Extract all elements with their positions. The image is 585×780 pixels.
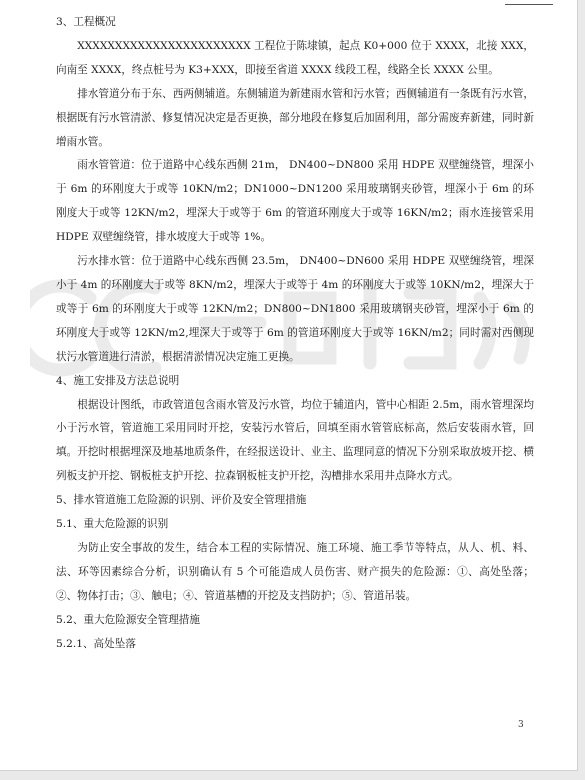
section-heading-4: 4、施工安排及方法总说明	[56, 374, 180, 387]
paragraph-drainage-layout: 排水管道分布于东、西两侧辅道。东侧辅道为新建雨水管和污水管；西侧辅道有一条既有污水管，根据既有污水管清淤、修复情况决定是否更换，部分地段在修复后加固利用，部分需废弃新建，同时新增雨水管。	[56, 87, 534, 148]
paragraph-sewage-pipe: 污水排水管：位于道路中心线东西侧 23.5m， DN400~DN600 采用 HDPE 双壁缠绕管，埋深小于 4m 的环刚度大于或等 8KN/m2，埋深大于或等于 4m 的环刚度大于或等 10KN/m2，埋深大于或等于 6m 的环刚度大于或等 12KN/m2；DN800~DN1800 采用玻璃钢夹砂管，埋深小于 6m 的环刚度大于或等 12KN/m2,埋深大于或等于 6m 的管道环刚度大于或等 16KN/m2；同时需对西侧现状污水管道进行清淤，根据清淤情况决定施工更换。	[56, 255, 534, 363]
paragraph-construction-method: 根据设计图纸，市政管道包含雨水管及污水管，均位于辅道内，管中心相距 2.5m，雨水管埋深均小于污水管，管道施工采用同时开挖，安装污水管后，回填至雨水管管底标高，然后安装雨水管，回填。开挖时根据埋深及地基地质条件，在经报送设计、业主、监理同意的情况下分别采取放坡开挖、横列板支护开挖、钢板桩支护开挖、拉森钢板桩支护开挖，沟槽排水采用井点降水方式。	[56, 398, 534, 483]
paragraph-project-location: XXXXXXXXXXXXXXXXXXXXXXX 工程位于陈埭镇，起点 K0+000 位于 XXXX，北接 XXX，向南至 XXXX，终点桩号为 K3+XXX，即接至省道 XXXX 线段工程，线路全长 XXXX 公里。	[56, 39, 534, 76]
paragraph-hazard-identification: 为防止安全事故的发生，结合本工程的实际情况、施工环境、施工季节等特点，从人、机、料、法、环等因素综合分析，识别确认有 5 个可能造成人员伤害、财产损失的危险源：①、高处坠落；②、物体打击；③、触电；④、管道基槽的开挖及支挡防护；⑤、管道吊装。	[56, 541, 534, 602]
paragraph-rainwater-pipe: 雨水管管道：位于道路中心线东西侧 21m， DN400~DN800 采用 HDPE 双壁缠绕管，埋深小于 6m 的环刚度大于或等 10KN/m2；DN1000~DN1200 采用玻璃钢夹砂管，埋深小于 6m 的环刚度大于或等 12KN/m2，埋深大于或等于 6m 的管道环刚度大于或等 16KN/m2；雨水连接管采用 HDPE 双壁缠绕管，排水坡度大于或等 1%。	[56, 159, 534, 244]
section-heading-5-2: 5.2、重大危险源安全管理措施	[56, 613, 200, 626]
section-heading-3: 3、工程概况	[56, 16, 116, 28]
header-rule	[505, 4, 553, 5]
document-body	[56, 11, 534, 656]
section-heading-5-1: 5.1、重大危险源的识别	[56, 518, 169, 531]
section-heading-5: 5、排水管道施工危险源的识别、评价及安全管理措施	[56, 494, 307, 507]
page-number: 3	[518, 720, 524, 730]
section-heading-5-2-1: 5.2.1、高处坠落	[56, 637, 136, 650]
